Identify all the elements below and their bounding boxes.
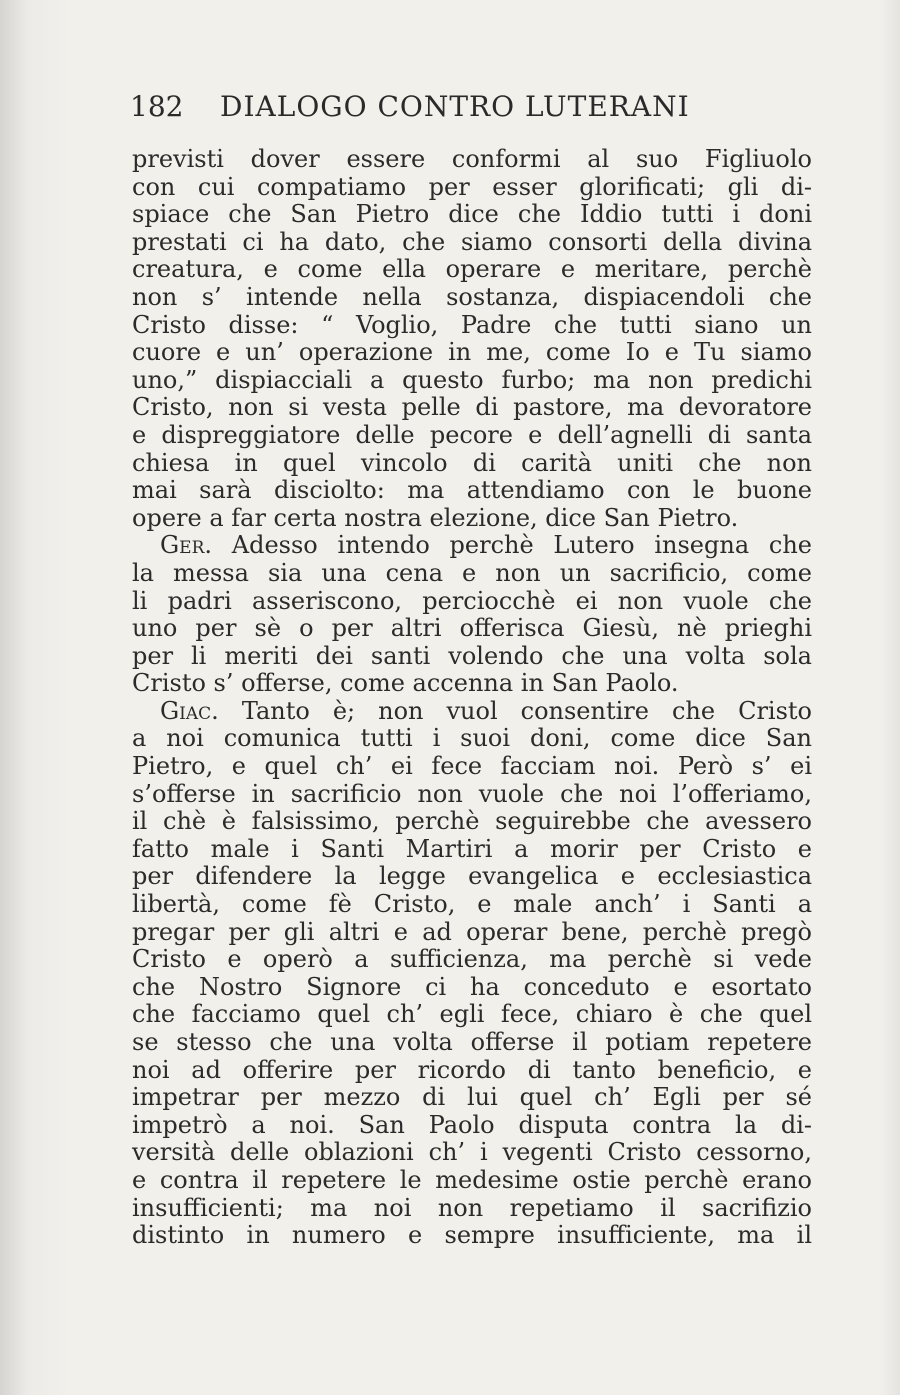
text-line (132, 1112, 812, 1140)
text-line (132, 560, 812, 588)
line-text: che facciamo quel ch’ egli fece, chiaro è che quel (132, 1000, 812, 1029)
line-text: spiace che San Pietro dice che Iddio tutti i doni (132, 200, 812, 229)
line-text: cuore e un’ operazione in me, come Io e Tu siamo (132, 338, 812, 367)
line-text: Cristo disse: “ Voglio, Padre che tutti siano un (132, 310, 812, 339)
text-line (132, 146, 812, 174)
line-text: non s’ intende nella sostanza, dispiacendoli che (132, 282, 812, 311)
line-text: opere a far certa nostra elezione, dice San Pietro. (132, 503, 739, 532)
line-text: mai sarà disciolto: ma attendiamo con le buone (132, 476, 812, 505)
line-text: fatto male i Santi Martiri a morir per Cristo e (132, 834, 812, 863)
line-text: previsti dover essere conformi al suo Figliuolo (132, 145, 812, 173)
line-text: la messa sia una cena e non un sacrificio, come (132, 558, 812, 587)
text-line (132, 256, 812, 284)
text-line (132, 367, 812, 395)
text-line (132, 1195, 812, 1223)
line-text: distinto in numero e sempre insufficiente, ma il (132, 1221, 812, 1250)
text-line (132, 615, 812, 643)
text-line (132, 394, 812, 422)
line-text: se stesso che una volta offerse il potiam repetere (132, 1028, 812, 1056)
text-line (132, 1084, 812, 1112)
text-line (132, 229, 812, 257)
line-text: noi ad offerire per ricordo di tanto beneficio, e (132, 1055, 812, 1084)
text-line (132, 643, 812, 671)
running-head: DIALOGO CONTRO LUTERANI (220, 90, 690, 123)
text-line (132, 725, 812, 753)
scan-edge-shading-right (880, 0, 900, 1395)
speaker-label: Ger. (160, 531, 213, 560)
text-line (132, 1139, 812, 1167)
text-line (132, 477, 812, 505)
text-line (132, 863, 812, 891)
text-line (132, 1057, 812, 1085)
text-line (132, 450, 812, 478)
text-line (132, 201, 812, 229)
line-text: per difendere la legge evangelica e ecclesiastica (132, 862, 812, 891)
text-line (132, 284, 812, 312)
line-text: insufficienti; ma noi non repetiamo il sacrifizio (132, 1193, 812, 1222)
line-text: chiesa in quel vincolo di carità uniti che non (132, 448, 812, 477)
text-line (132, 312, 812, 340)
text-line (132, 753, 812, 781)
text-line (132, 974, 812, 1002)
line-text: impetrò a noi. San Paolo disputa contra la di- (132, 1110, 812, 1139)
text-line (132, 422, 812, 450)
text-line (132, 670, 812, 698)
body-text (132, 146, 812, 1250)
speaker-label: Giac. (160, 696, 219, 725)
text-line (132, 781, 812, 809)
scan-edge-shading (0, 0, 70, 1395)
line-text: uno per sè o per altri offerisca Giesù, nè prieghi (132, 614, 812, 643)
line-text: s’offerse in sacrificio non vuole che noi l’offeriamo, (132, 779, 812, 808)
line-text: per li meriti dei santi volendo che una volta sola (132, 641, 812, 670)
line-text: uno,” dispiacciali a questo furbo; ma non predichi (132, 365, 812, 394)
line-text: prestati ci ha dato, che siamo consorti della divina (132, 227, 812, 256)
line-text: Cristo, non si vesta pelle di pastore, ma devoratore (132, 393, 812, 422)
text-line (132, 1029, 812, 1057)
text-line (132, 946, 812, 974)
line-text: a noi comunica tutti i suoi doni, come dice San (132, 724, 812, 753)
line-text: con cui compatiamo per esser glorificati; gli di- (132, 172, 812, 201)
line-text: creatura, e come ella operare e meritare, perchè (132, 255, 812, 284)
text-line (132, 1222, 812, 1250)
line-text: e dispreggiatore delle pecore e dell’agnelli di santa (132, 420, 812, 449)
text-line (132, 339, 812, 367)
text-line (132, 808, 812, 836)
text-line (132, 891, 812, 919)
text-line (132, 174, 812, 202)
text-line (132, 505, 812, 533)
page-header (130, 90, 810, 126)
text-line (132, 698, 812, 726)
line-text: e contra il repetere le medesime ostie perchè erano (132, 1165, 812, 1194)
line-text: li padri asseriscono, perciocchè ei non vuole che (132, 586, 812, 615)
line-text: Cristo e operò a sufficienza, ma perchè si vede (132, 945, 812, 974)
text-line (132, 836, 812, 864)
line-text: pregar per gli altri e ad operar bene, perchè pregò (132, 917, 812, 946)
page-number: 182 (130, 90, 184, 123)
text-line (132, 919, 812, 947)
text-line (132, 1001, 812, 1029)
line-text: versità delle oblazioni ch’ i vegenti Cristo cessorno, (132, 1138, 812, 1167)
line-text: Pietro, e quel ch’ ei fece facciam noi. Però s’ ei (132, 752, 812, 781)
line-text: il chè è falsissimo, perchè seguirebbe che avessero (132, 807, 812, 836)
line-text: Tanto è; non vuol consentire che Cristo (218, 696, 812, 725)
line-text: libertà, come fè Cristo, e male anch’ i Santi a (132, 890, 812, 919)
text-line (132, 1167, 812, 1195)
line-text: che Nostro Signore ci ha conceduto e esortato (132, 972, 812, 1001)
line-text: Cristo s’ offerse, come accenna in San Paolo. (132, 669, 679, 698)
line-text: Adesso intendo perchè Lutero insegna che (212, 531, 812, 560)
text-line (132, 532, 812, 560)
line-text: impetrar per mezzo di lui quel ch’ Egli per sé (132, 1083, 812, 1112)
text-line (132, 588, 812, 616)
